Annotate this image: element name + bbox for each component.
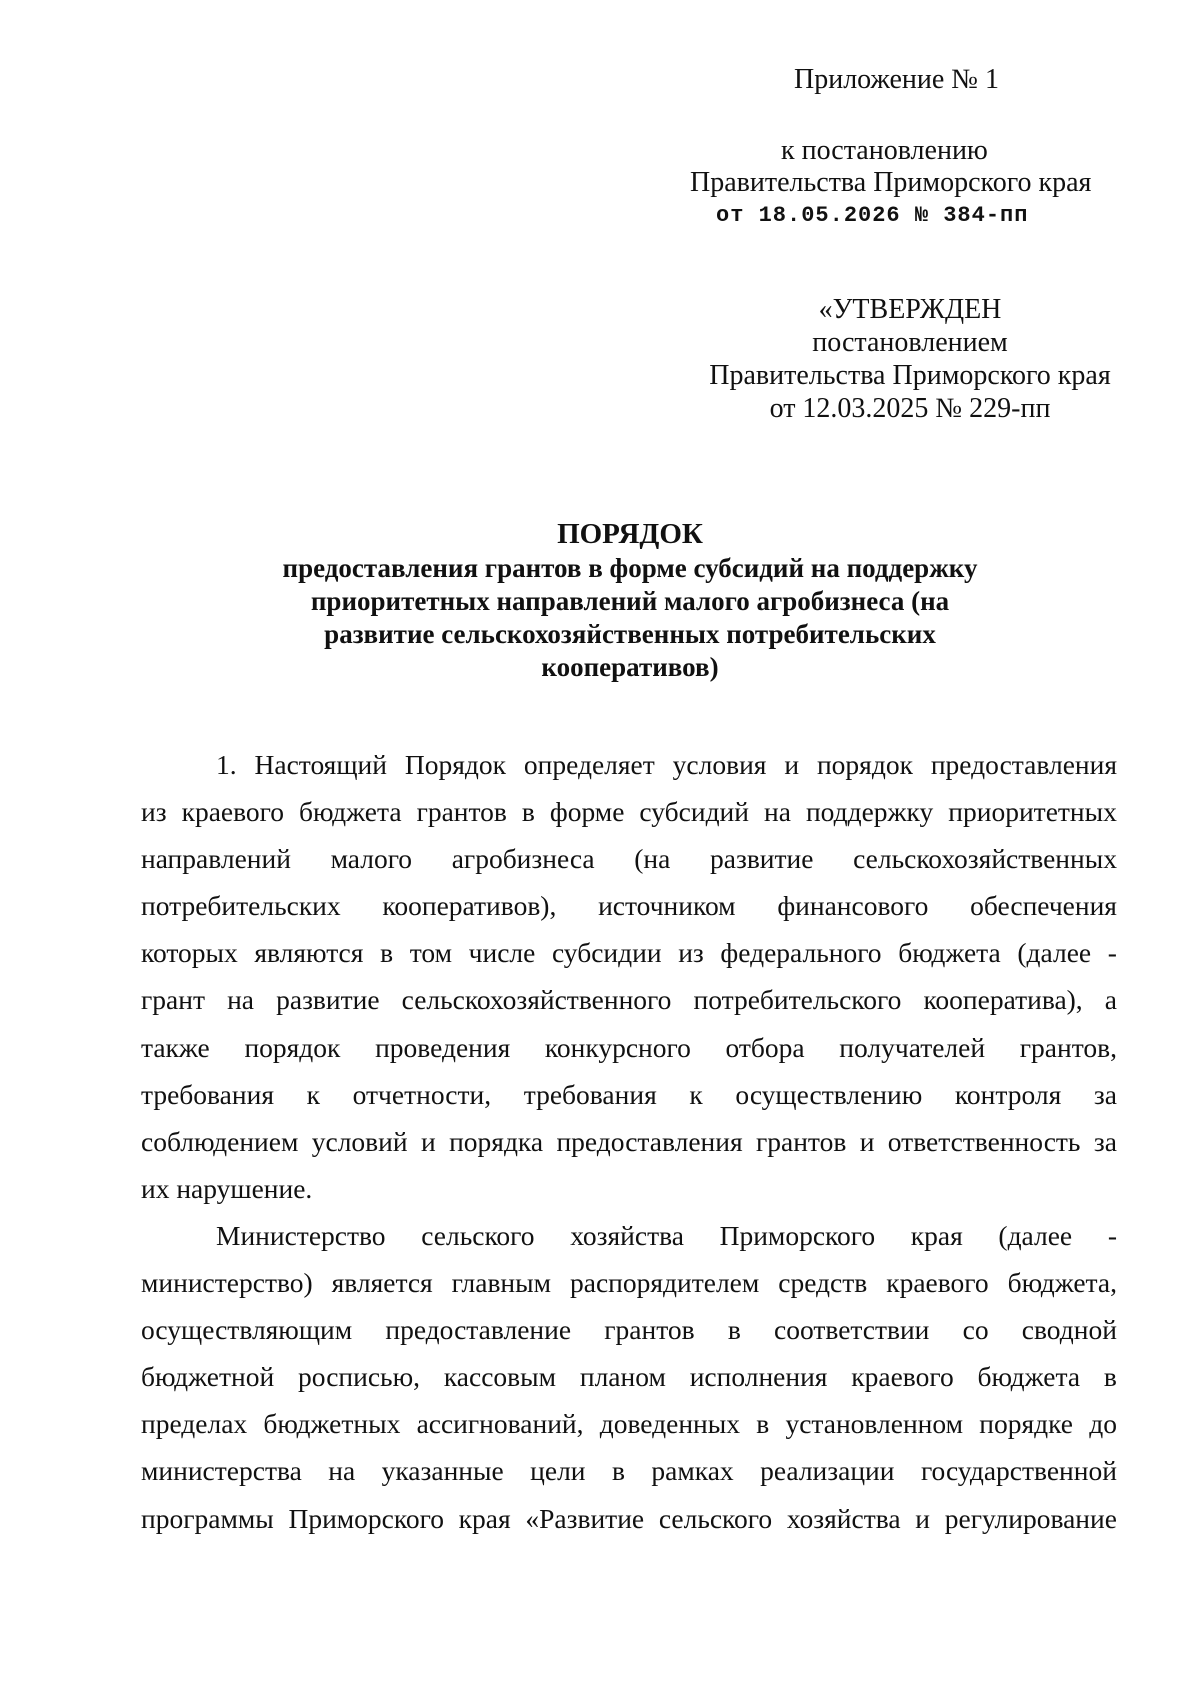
- body-word: сводной: [1021, 1314, 1117, 1346]
- body-word: проведения: [375, 1031, 511, 1063]
- body-word: получателей: [839, 1031, 986, 1063]
- body-word: субсидий: [639, 796, 749, 828]
- body-word: осуществляющим: [141, 1314, 353, 1346]
- body-word: соблюдением: [141, 1125, 299, 1157]
- body-word: требования: [523, 1078, 657, 1110]
- document-title-line: предоставления грантов в форме субсидий на поддержку: [282, 553, 978, 583]
- body-word: в: [756, 1408, 770, 1440]
- body-word: хозяйства: [570, 1219, 684, 1251]
- body-word: направлений: [141, 843, 291, 875]
- body-word: сельскохозяйственных: [853, 843, 1117, 875]
- body-word: их нарушение.: [141, 1172, 313, 1204]
- body-word: числе: [468, 937, 536, 969]
- body-word: конкурсного: [544, 1031, 691, 1063]
- body-word: финансового: [777, 890, 929, 922]
- body-word: доведенных: [599, 1408, 740, 1440]
- body-word: грант: [141, 984, 205, 1016]
- body-line: [141, 1212, 1117, 1259]
- body-line: [141, 835, 1117, 882]
- body-line: [141, 1400, 1117, 1447]
- approval-block: [640, 293, 1180, 425]
- body-word: за: [1093, 1078, 1117, 1110]
- body-line: [141, 1118, 1117, 1165]
- body-word: в: [727, 1314, 741, 1346]
- body-line: [141, 1071, 1117, 1118]
- body-word: обеспечения: [970, 890, 1117, 922]
- body-word: предоставления: [930, 749, 1117, 780]
- body-word: к: [689, 1078, 703, 1110]
- body-word: осуществлению: [735, 1078, 923, 1110]
- body-word: «Развитие: [525, 1502, 645, 1534]
- body-word: установленном: [785, 1408, 964, 1440]
- body-word: условий: [311, 1125, 408, 1157]
- body-word: грантов: [416, 796, 507, 828]
- body-word: на: [764, 796, 791, 828]
- body-word: (далее: [998, 1219, 1073, 1251]
- body-word: определяет: [523, 749, 655, 780]
- body-word: которых: [141, 937, 238, 969]
- body-word: форме: [549, 796, 625, 828]
- body-word: указанные: [381, 1455, 504, 1487]
- body-word: государственной: [920, 1455, 1117, 1487]
- body-word: до: [1089, 1408, 1117, 1440]
- document-title-line: кооперативов): [541, 652, 719, 682]
- body-word: краевого: [181, 796, 285, 828]
- document-title-line: приоритетных направлений малого агробизнеса (на: [310, 586, 950, 616]
- body-line: [141, 741, 1117, 788]
- appendix-title: Приложение № 1: [794, 64, 999, 95]
- body-word: бюджета,: [1007, 1267, 1117, 1299]
- body-word: и: [420, 1125, 436, 1157]
- body-word: (далее: [1017, 937, 1092, 969]
- body-word: со: [962, 1314, 989, 1346]
- body-word: кооператива),: [923, 984, 1083, 1016]
- body-word: источником: [598, 890, 736, 922]
- body-word: Порядок: [404, 749, 506, 780]
- body-word: рамках: [651, 1455, 734, 1487]
- body-word: потребительского: [693, 984, 902, 1016]
- body-word: агробизнеса: [451, 843, 595, 875]
- body-word: развитие: [710, 843, 814, 875]
- body-word: требования: [141, 1078, 274, 1110]
- body-line: [141, 882, 1117, 929]
- body-word: потребительских: [141, 890, 341, 922]
- document-title-line: развитие сельскохозяйственных потребительских: [324, 619, 936, 649]
- body-word: порядок: [244, 1031, 341, 1063]
- appendix-line-2: Правительства Приморского края: [690, 167, 1092, 198]
- body-word: министерство): [141, 1267, 313, 1299]
- body-word: приоритетных: [948, 796, 1117, 828]
- body-word: 1.: [216, 749, 237, 780]
- body-word: поддержку: [805, 796, 934, 828]
- body-word: из: [141, 796, 167, 828]
- body-word: порядок: [816, 749, 913, 780]
- body-word: (на: [634, 843, 671, 875]
- body-word: также: [141, 1031, 210, 1063]
- body-word: на: [328, 1455, 356, 1487]
- body-line: [141, 929, 1117, 976]
- approval-line-4: от 12.03.2025 № 229-пп: [769, 393, 1051, 424]
- body-word: и: [859, 1125, 875, 1157]
- body-line: [141, 788, 1117, 835]
- body-word: краевого: [851, 1361, 954, 1393]
- body-word: бюджета: [299, 796, 402, 828]
- body-word: хозяйства: [786, 1502, 901, 1534]
- body-word: предоставления: [556, 1125, 743, 1157]
- approval-line-1: «УТВЕРЖДЕН: [818, 294, 1002, 325]
- body-word: распорядителем: [570, 1267, 760, 1299]
- document-title-main: ПОРЯДОК: [557, 518, 703, 550]
- body-word: планом: [579, 1361, 666, 1393]
- body-word: цели: [530, 1455, 586, 1487]
- body-word: из: [678, 937, 704, 969]
- body-word: кассовым: [443, 1361, 557, 1393]
- body-word: предоставление: [385, 1314, 572, 1346]
- approval-line-2: постановлением: [812, 327, 1008, 358]
- body-line: [141, 1024, 1117, 1071]
- body-word: отчетности,: [352, 1078, 492, 1110]
- body-word: соответствии: [774, 1314, 930, 1346]
- body-word: на: [227, 984, 255, 1016]
- body-word: а: [1104, 984, 1117, 1016]
- body-word: и: [784, 749, 800, 780]
- body-line: [141, 1306, 1117, 1353]
- document-title: [140, 516, 1120, 684]
- body-word: том: [409, 937, 452, 969]
- body-line: [141, 1259, 1117, 1306]
- body-word: является: [331, 1267, 433, 1299]
- body-word: условия: [672, 749, 767, 780]
- body-word: пределах: [141, 1408, 248, 1440]
- body-word: ассигнований,: [416, 1408, 584, 1440]
- body-word: программы: [141, 1502, 274, 1534]
- body-word: министерства: [141, 1455, 302, 1487]
- body-word: бюджетных: [263, 1408, 401, 1440]
- body-word: являются: [254, 937, 364, 969]
- appendix-date-number: от 18.05.2026 № 384-пп: [716, 203, 1029, 228]
- body-word: ответственность: [887, 1125, 1081, 1157]
- body-word: в: [1103, 1361, 1117, 1393]
- body-word: малого: [330, 843, 413, 875]
- body-word: грантов: [604, 1314, 695, 1346]
- body-word: края: [910, 1219, 963, 1251]
- body-word: грантов,: [1019, 1031, 1117, 1063]
- body-word: реализации: [760, 1455, 895, 1487]
- body-word: и: [915, 1502, 931, 1534]
- body-word: Министерство: [216, 1219, 386, 1251]
- body-line: [141, 976, 1117, 1023]
- body-word: края: [458, 1502, 511, 1534]
- body-line: [141, 1495, 1117, 1542]
- body-line: [141, 1353, 1117, 1400]
- body-word: краевого: [886, 1267, 989, 1299]
- body-word: сельского: [421, 1219, 535, 1251]
- body-line: [141, 1447, 1117, 1494]
- body-word: федерального: [720, 937, 882, 969]
- body-word: развитие: [276, 984, 380, 1016]
- body-word: бюджетной: [141, 1361, 275, 1393]
- body-word: сельского: [658, 1502, 773, 1534]
- body-word: средств: [778, 1267, 868, 1299]
- body-word: контроля: [954, 1078, 1062, 1110]
- body-word: к: [306, 1078, 320, 1110]
- body-word: грантов: [755, 1125, 847, 1157]
- body-word: Приморского: [719, 1219, 876, 1251]
- body-word: главным: [451, 1267, 552, 1299]
- body-word: порядка: [449, 1125, 544, 1157]
- body-word: -: [1107, 1219, 1117, 1251]
- body-word: кооперативов),: [382, 890, 557, 922]
- body-word: отбора: [725, 1031, 805, 1063]
- body-line: [141, 1165, 1117, 1212]
- body-word: в: [521, 796, 535, 828]
- body-word: бюджета: [977, 1361, 1081, 1393]
- body-word: субсидии: [551, 937, 662, 969]
- appendix-line-1: к постановлению: [781, 135, 988, 166]
- body-word: регулирование: [944, 1502, 1117, 1534]
- approval-line-3: Правительства Приморского края: [709, 360, 1111, 391]
- body-word: в: [380, 937, 394, 969]
- body-word: бюджета: [898, 937, 1001, 969]
- body-word: за: [1093, 1125, 1117, 1157]
- body-word: -: [1107, 937, 1117, 969]
- body-word: порядке: [979, 1408, 1074, 1440]
- body-word: Настоящий: [254, 749, 387, 780]
- body-word: Приморского: [288, 1502, 444, 1534]
- body-word: сельскохозяйственного: [401, 984, 672, 1016]
- body-word: в: [611, 1455, 625, 1487]
- body-word: исполнения: [689, 1361, 828, 1393]
- body-text: [141, 741, 1117, 1542]
- body-word: росписью,: [298, 1361, 421, 1393]
